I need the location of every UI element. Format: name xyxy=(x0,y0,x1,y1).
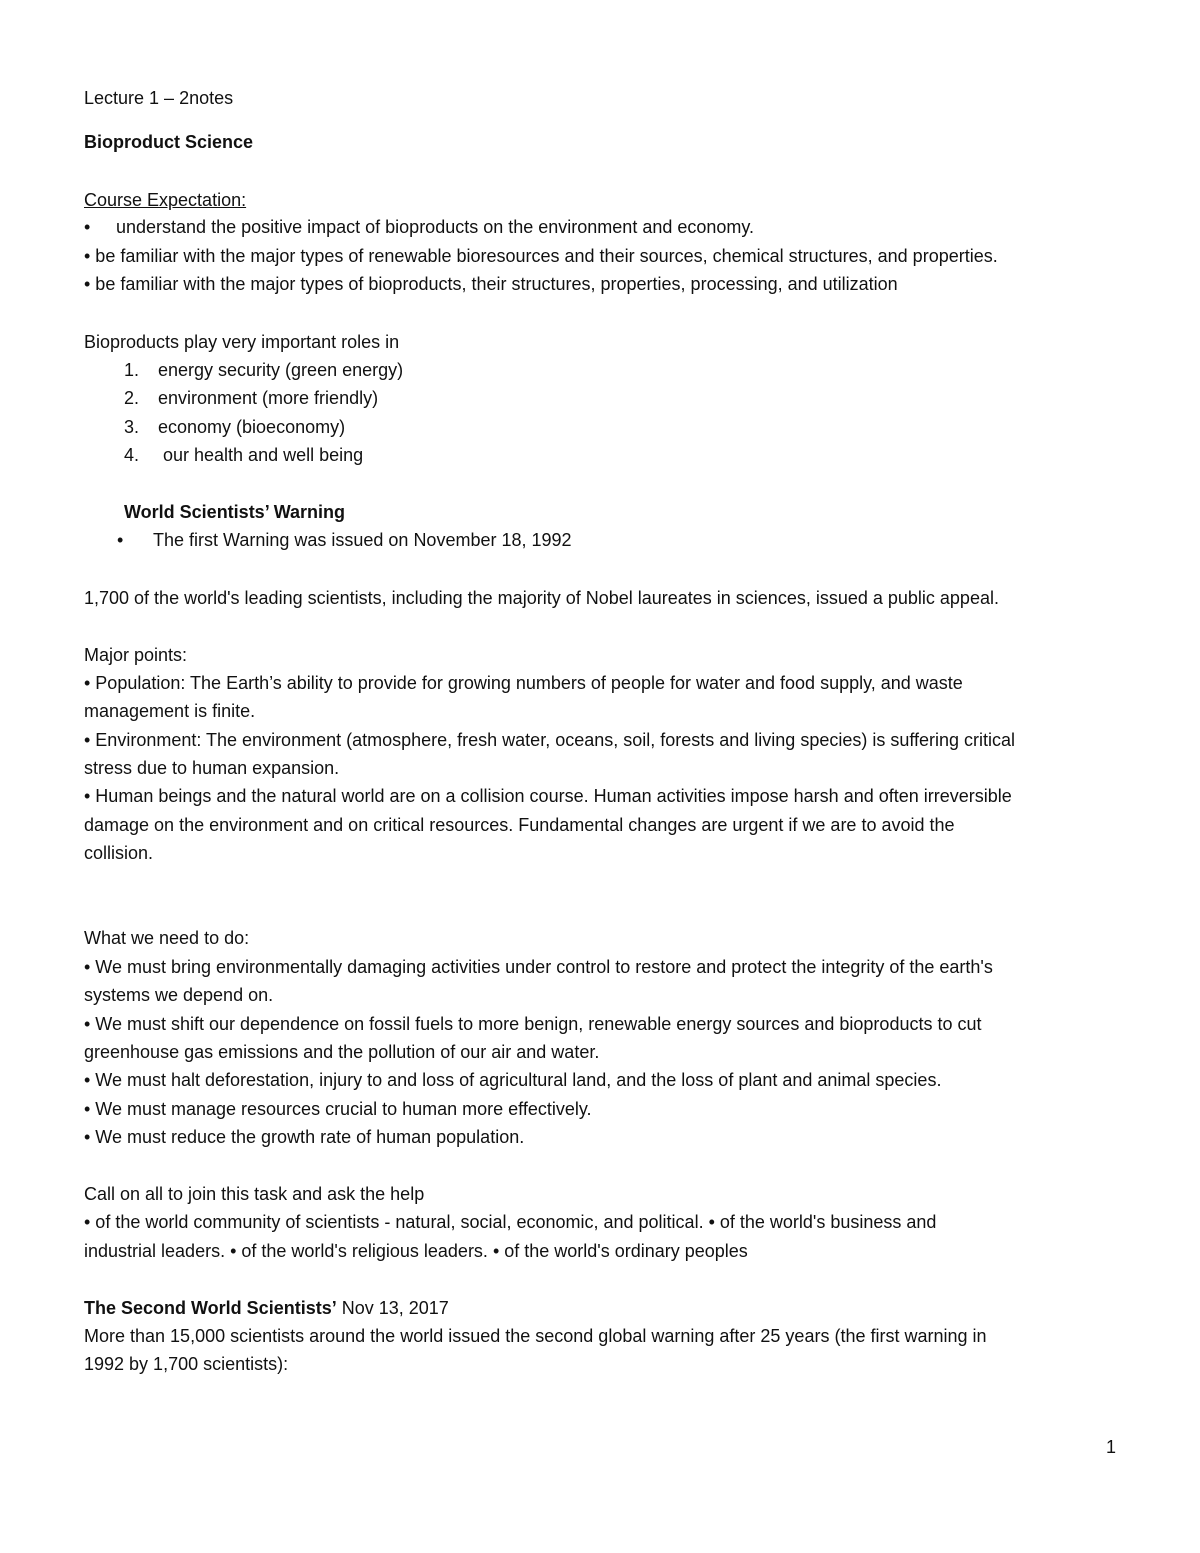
todo-line: systems we depend on. xyxy=(84,985,274,1005)
roles-item-text: economy (bioeconomy) xyxy=(158,417,346,437)
call-intro: Call on all to join this task and ask the help xyxy=(84,1184,425,1204)
major-points-line: • Population: The Earth’s ability to provide for growing numbers of people for water and food supply, and waste xyxy=(84,673,963,693)
major-points-line: • Environment: The environment (atmosphere, fresh water, oceans, soil, forests and living species) is suffering critical xyxy=(84,730,1016,750)
todo-line: • We must shift our dependence on fossil fuels to more benign, renewable energy sources and bioproducts to cut xyxy=(84,1014,982,1034)
roles-item-number: 1. xyxy=(124,360,140,380)
expectation-item: • be familiar with the major types of bioproducts, their structures, properties, processing, and utilization xyxy=(84,274,898,294)
roles-item-text: our health and well being xyxy=(163,445,364,465)
roles-item-number: 2. xyxy=(124,388,140,408)
second-warning-heading xyxy=(84,1294,449,1323)
page-title: Bioproduct Science xyxy=(84,132,254,152)
second-warning-heading-bold: The Second World Scientists’ xyxy=(84,1298,337,1318)
bullet-glyph: • xyxy=(117,530,124,550)
call-line: industrial leaders. • of the world's religious leaders. • of the world's ordinary peoples xyxy=(84,1241,748,1261)
page-number: 1 xyxy=(1106,1437,1117,1457)
second-warning-line: More than 15,000 scientists around the world issued the second global warning after 25 years (the first warning in xyxy=(84,1326,987,1346)
todo-line: • We must reduce the growth rate of human population. xyxy=(84,1127,525,1147)
major-points-line: stress due to human expansion. xyxy=(84,758,340,778)
todo-line: • We must bring environmentally damaging activities under control to restore and protect the integrity of the earth's xyxy=(84,957,993,977)
major-points-line: collision. xyxy=(84,843,154,863)
expectation-item: • be familiar with the major types of renewable bioresources and their sources, chemical structures, and properties. xyxy=(84,246,998,266)
expectation-item: understand the positive impact of bioproducts on the environment and economy. xyxy=(116,217,755,237)
second-warning-line: 1992 by 1,700 scientists): xyxy=(84,1354,289,1374)
major-points-line: management is finite. xyxy=(84,701,256,721)
roles-intro: Bioproducts play very important roles in xyxy=(84,332,400,352)
warning-heading: World Scientists’ Warning xyxy=(124,502,346,522)
todo-heading: What we need to do: xyxy=(84,928,250,948)
call-line: • of the world community of scientists - natural, social, economic, and political. • of the world's business and xyxy=(84,1212,937,1232)
major-points-line: • Human beings and the natural world are on a collision course. Human activities impose harsh and often irreversible xyxy=(84,786,1012,806)
course-expectation-heading: Course Expectation: xyxy=(84,190,247,210)
roles-item-number: 4. xyxy=(124,445,140,465)
lecture-header: Lecture 1 – 2notes xyxy=(84,88,234,108)
major-points-line: damage on the environment and on critical resources. Fundamental changes are urgent if we are to avoid the xyxy=(84,815,955,835)
major-points-heading: Major points: xyxy=(84,645,188,665)
second-warning-date: Nov 13, 2017 xyxy=(336,1298,449,1318)
warning-item: The first Warning was issued on November 18, 1992 xyxy=(153,530,572,550)
warning-summary: 1,700 of the world's leading scientists, including the majority of Nobel laureates in sciences, issued a public appeal. xyxy=(84,588,999,608)
todo-line: greenhouse gas emissions and the pollution of our air and water. xyxy=(84,1042,600,1062)
roles-item-text: energy security (green energy) xyxy=(158,360,404,380)
bullet-glyph: • xyxy=(84,217,91,237)
roles-item-text: environment (more friendly) xyxy=(158,388,379,408)
todo-line: • We must manage resources crucial to human more effectively. xyxy=(84,1099,592,1119)
roles-item-number: 3. xyxy=(124,417,140,437)
todo-line: • We must halt deforestation, injury to and loss of agricultural land, and the loss of plant and animal species. xyxy=(84,1070,942,1090)
